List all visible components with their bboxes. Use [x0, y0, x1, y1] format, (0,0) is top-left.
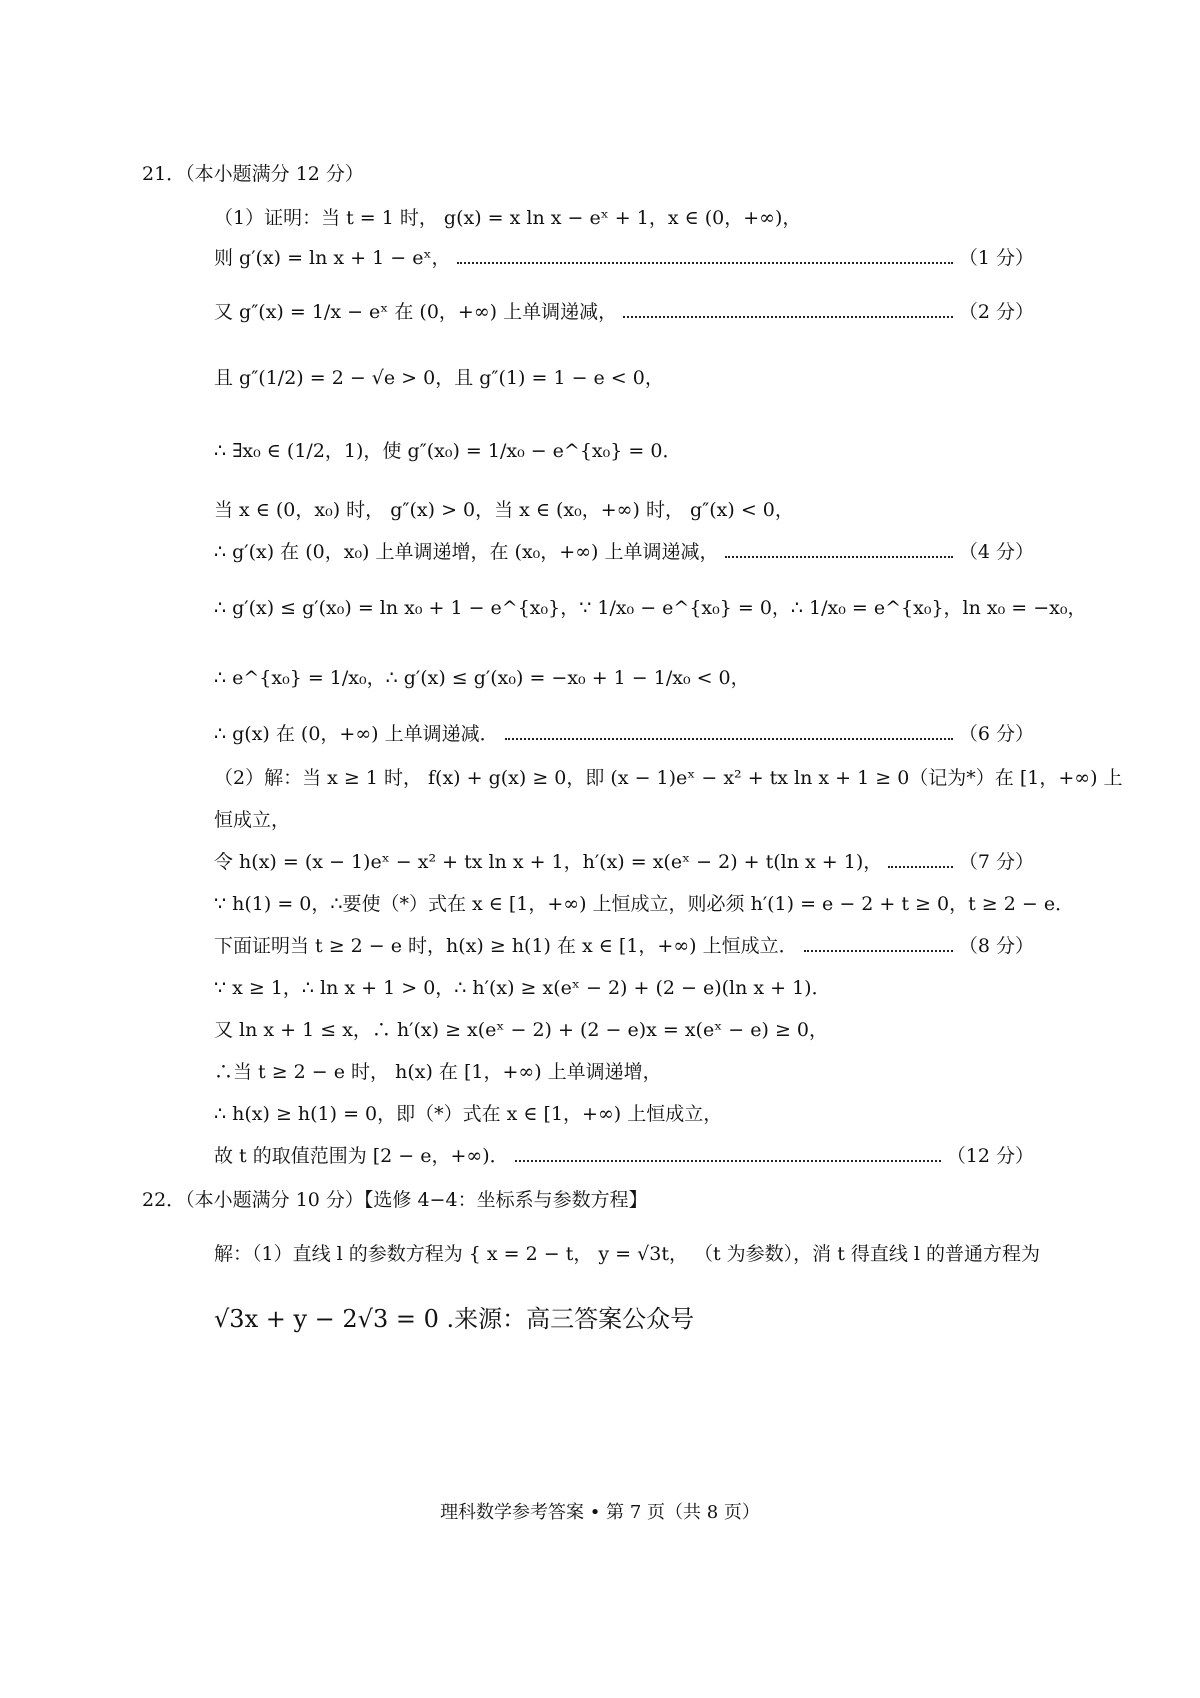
q21-line-2 [214, 244, 1034, 272]
score-mark: （4 分） [958, 541, 1034, 563]
q22-title: 22．（本小题满分 10 分）【选修 4−4：坐标系与参数方程】 [142, 1189, 648, 1211]
q21-line-6: 当 x ∈ (0，x₀) 时， g″(x) > 0，当 x ∈ (x₀，+∞) 时， g″(x) < 0， [214, 499, 794, 521]
q21-line-20 [214, 1142, 1034, 1170]
dot-leader [888, 856, 953, 868]
score-mark: （8 分） [958, 935, 1034, 957]
q21-line-9: ∴ e^{x₀} = 1/x₀，∴ g′(x) ≤ g′(x₀) = −x₀ + 1 − 1/x₀ < 0， [214, 667, 750, 689]
q21-title: 21．（本小题满分 12 分） [142, 163, 364, 185]
line-text: ∴ g(x) 在 (0，+∞) 上单调递减． [214, 723, 499, 745]
line-text: 则 g′(x) = ln x + 1 − eˣ， [214, 247, 451, 269]
page-footer: 理科数学参考答案 • 第 7 页（共 8 页） [440, 1502, 760, 1523]
line-text: 下面证明当 t ≥ 2 − e 时，h(x) ≥ h(1) 在 x ∈ [1，+∞) 上恒成立． [214, 935, 798, 957]
q21-line-13 [214, 848, 1034, 876]
line-text: ∴ g′(x) 在 (0，x₀) 上单调递增，在 (x₀，+∞) 上单调递减， [214, 541, 719, 563]
q21-line-19: ∴ h(x) ≥ h(1) = 0，即（*）式在 x ∈ [1，+∞) 上恒成立， [214, 1103, 723, 1125]
q21-line-14: ∵ h(1) = 0，∴要使（*）式在 x ∈ [1，+∞) 上恒成立，则必须 h′(1) = e − 2 + t ≥ 0，t ≥ 2 − e． [214, 893, 1075, 915]
line-text: 又 g″(x) = 1/x − eˣ 在 (0，+∞) 上单调递减， [214, 301, 618, 323]
dot-leader [457, 252, 953, 264]
q21-line-18: ∴当 t ≥ 2 − e 时， h(x) 在 [1，+∞) 上单调递增， [214, 1061, 662, 1083]
score-mark: （7 分） [958, 851, 1034, 873]
q22-line-1: 解：（1）直线 l 的参数方程为 { x = 2 − t， y = √3t， （t 为参数），消 t 得直线 l 的普通方程为 [214, 1243, 1041, 1265]
dot-leader [623, 306, 953, 318]
score-mark: （6 分） [958, 723, 1034, 745]
q21-line-8: ∴ g′(x) ≤ g′(x₀) = ln x₀ + 1 − e^{x₀}，∵ 1/x₀ − e^{x₀} = 0，∴ 1/x₀ = e^{x₀}，ln x₀ = −x₀， [214, 597, 1087, 619]
q21-line-3 [214, 298, 1034, 326]
score-mark: （1 分） [958, 247, 1034, 269]
line-text: 故 t 的取值范围为 [2 − e，+∞)． [214, 1145, 509, 1167]
q21-line-4: 且 g″(1/2) = 2 − √e > 0，且 g″(1) = 1 − e < 0， [214, 367, 664, 389]
dot-leader [505, 728, 953, 740]
q21-line-12: 恒成立， [214, 809, 291, 831]
score-mark: （2 分） [958, 301, 1034, 323]
q21-line-17: 又 ln x + 1 ≤ x，∴ h′(x) ≥ x(eˣ − 2) + (2 − e)x = x(eˣ − e) ≥ 0， [214, 1019, 829, 1041]
q22-line-2: √3x + y − 2√3 = 0 .来源：高三答案公众号 [214, 1305, 695, 1333]
line-text: 令 h(x) = (x − 1)eˣ − x² + tx ln x + 1，h′(x) = x(eˣ − 2) + t(ln x + 1)， [214, 851, 883, 873]
q21-line-10 [214, 720, 1034, 748]
dot-leader [515, 1150, 941, 1162]
q21-line-15 [214, 932, 1034, 960]
q21-line-7 [214, 538, 1034, 566]
q21-line-11: （2）解：当 x ≥ 1 时， f(x) + g(x) ≥ 0，即 (x − 1)eˣ − x² + tx ln x + 1 ≥ 0（记为*）在 [1，+∞) 上 [214, 767, 1123, 789]
q21-line-5: ∴ ∃x₀ ∈ (1/2，1)，使 g″(x₀) = 1/x₀ − e^{x₀} = 0． [214, 440, 682, 462]
dot-leader [725, 546, 953, 558]
dot-leader [804, 940, 953, 952]
score-mark: （12 分） [946, 1145, 1034, 1167]
q21-line-1: （1）证明：当 t = 1 时， g(x) = x ln x − eˣ + 1，x ∈ (0，+∞)， [214, 207, 802, 229]
q21-line-16: ∵ x ≥ 1，∴ ln x + 1 > 0，∴ h′(x) ≥ x(eˣ − 2) + (2 − e)(ln x + 1)． [214, 977, 831, 999]
